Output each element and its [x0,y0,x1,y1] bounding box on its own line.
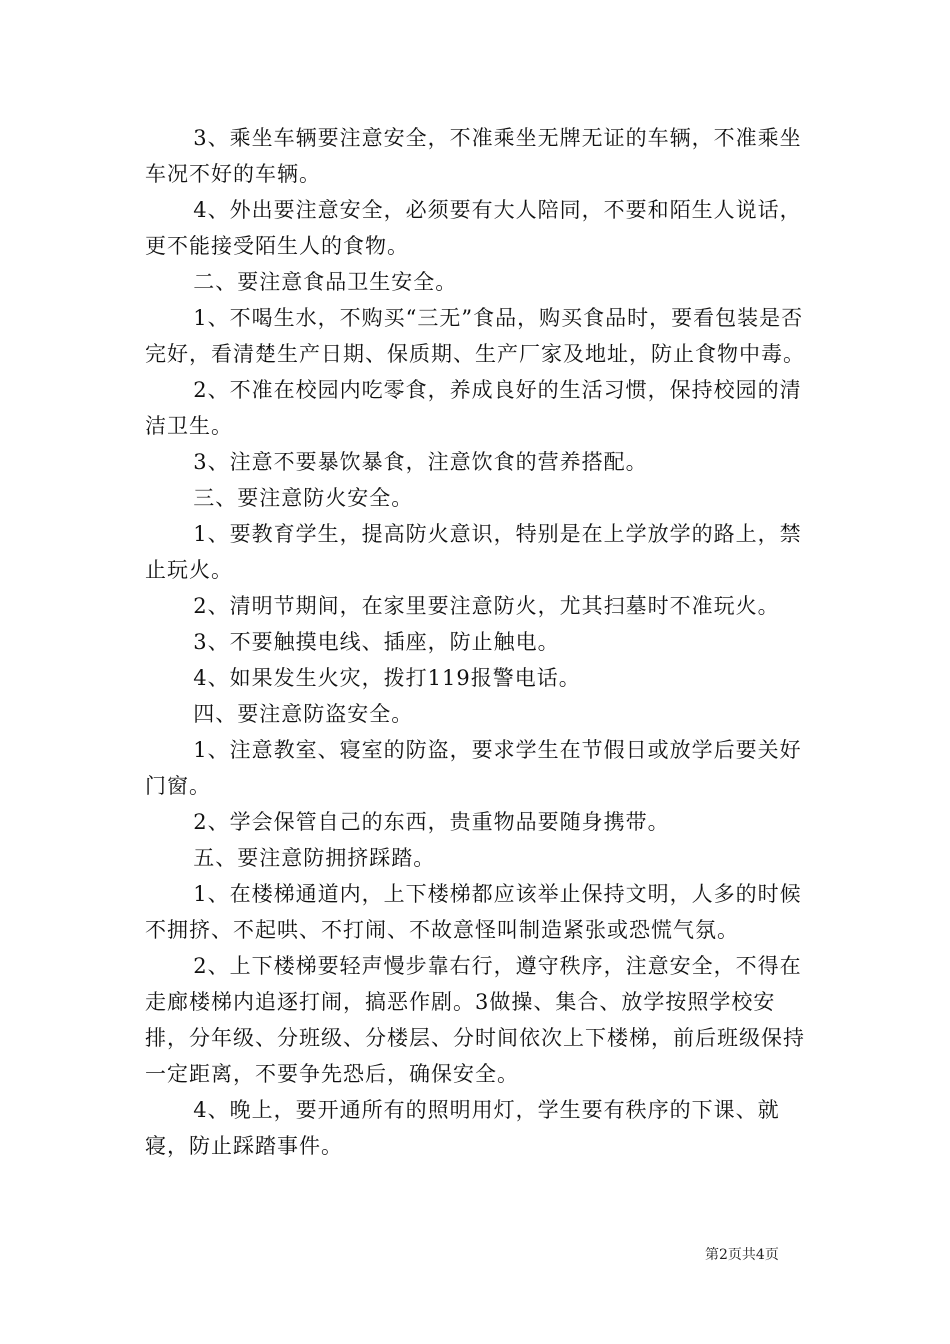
paragraph: 4、如果发生火灾，拨打119报警电话。 [193,666,581,690]
paragraph: 2、不准在校园内吃零食，养成良好的生活习惯，保持校园的清洁卫生。 [145,378,802,438]
paragraph: 1、注意教室、寝室的防盗，要求学生在节假日或放学后要关好门窗。 [145,738,802,798]
paragraph: 2、清明节期间，在家里要注意防火，尤其扫墓时不准玩火。 [193,594,780,618]
paragraph: 1、要教育学生，提高防火意识，特别是在上学放学的路上，禁止玩火。 [145,522,802,582]
paragraph: 2、上下楼梯要轻声慢步靠右行，遵守秩序，注意安全，不得在走廊楼梯内追逐打闹，搞恶作剧。3做操、集合、放学按照学校安排，分年级、分班级、分楼层、分时间依次上下楼梯，前后班级保持一定距离，不要争先恐后，确保安全。 [145,954,805,1086]
paragraph: 3、不要触摸电线、插座，防止触电。 [193,630,560,654]
document-body [145,120,810,1164]
page-number-footer: 第2页共4页 [705,1247,779,1263]
paragraph: 2、学会保管自己的东西，贵重物品要随身携带。 [193,810,670,834]
paragraph: 4、外出要注意安全，必须要有大人陪同，不要和陌生人说话，更不能接受陌生人的食物。 [145,198,802,258]
section-heading: 三、要注意防火安全。 [193,486,414,510]
section-heading: 四、要注意防盗安全。 [193,702,414,726]
section-heading: 二、要注意食品卫生安全。 [193,270,458,294]
paragraph: 1、不喝生水，不购买“三无”食品，购买食品时，要看包装是否完好，看清楚生产日期、保质期、生产厂家及地址，防止食物中毒。 [145,306,805,366]
paragraph: 4、晚上，要开通所有的照明用灯，学生要有秩序的下课、就寝，防止踩踏事件。 [145,1098,780,1158]
section-heading: 五、要注意防拥挤踩踏。 [193,846,436,870]
paragraph: 3、乘坐车辆要注意安全，不准乘坐无牌无证的车辆，不准乘坐车况不好的车辆。 [145,126,802,186]
paragraph: 3、注意不要暴饮暴食，注意饮食的营养搭配。 [193,450,648,474]
paragraph: 1、在楼梯通道内，上下楼梯都应该举止保持文明，人多的时候不拥挤、不起哄、不打闹、不故意怪叫制造紧张或恐慌气氛。 [145,882,802,942]
